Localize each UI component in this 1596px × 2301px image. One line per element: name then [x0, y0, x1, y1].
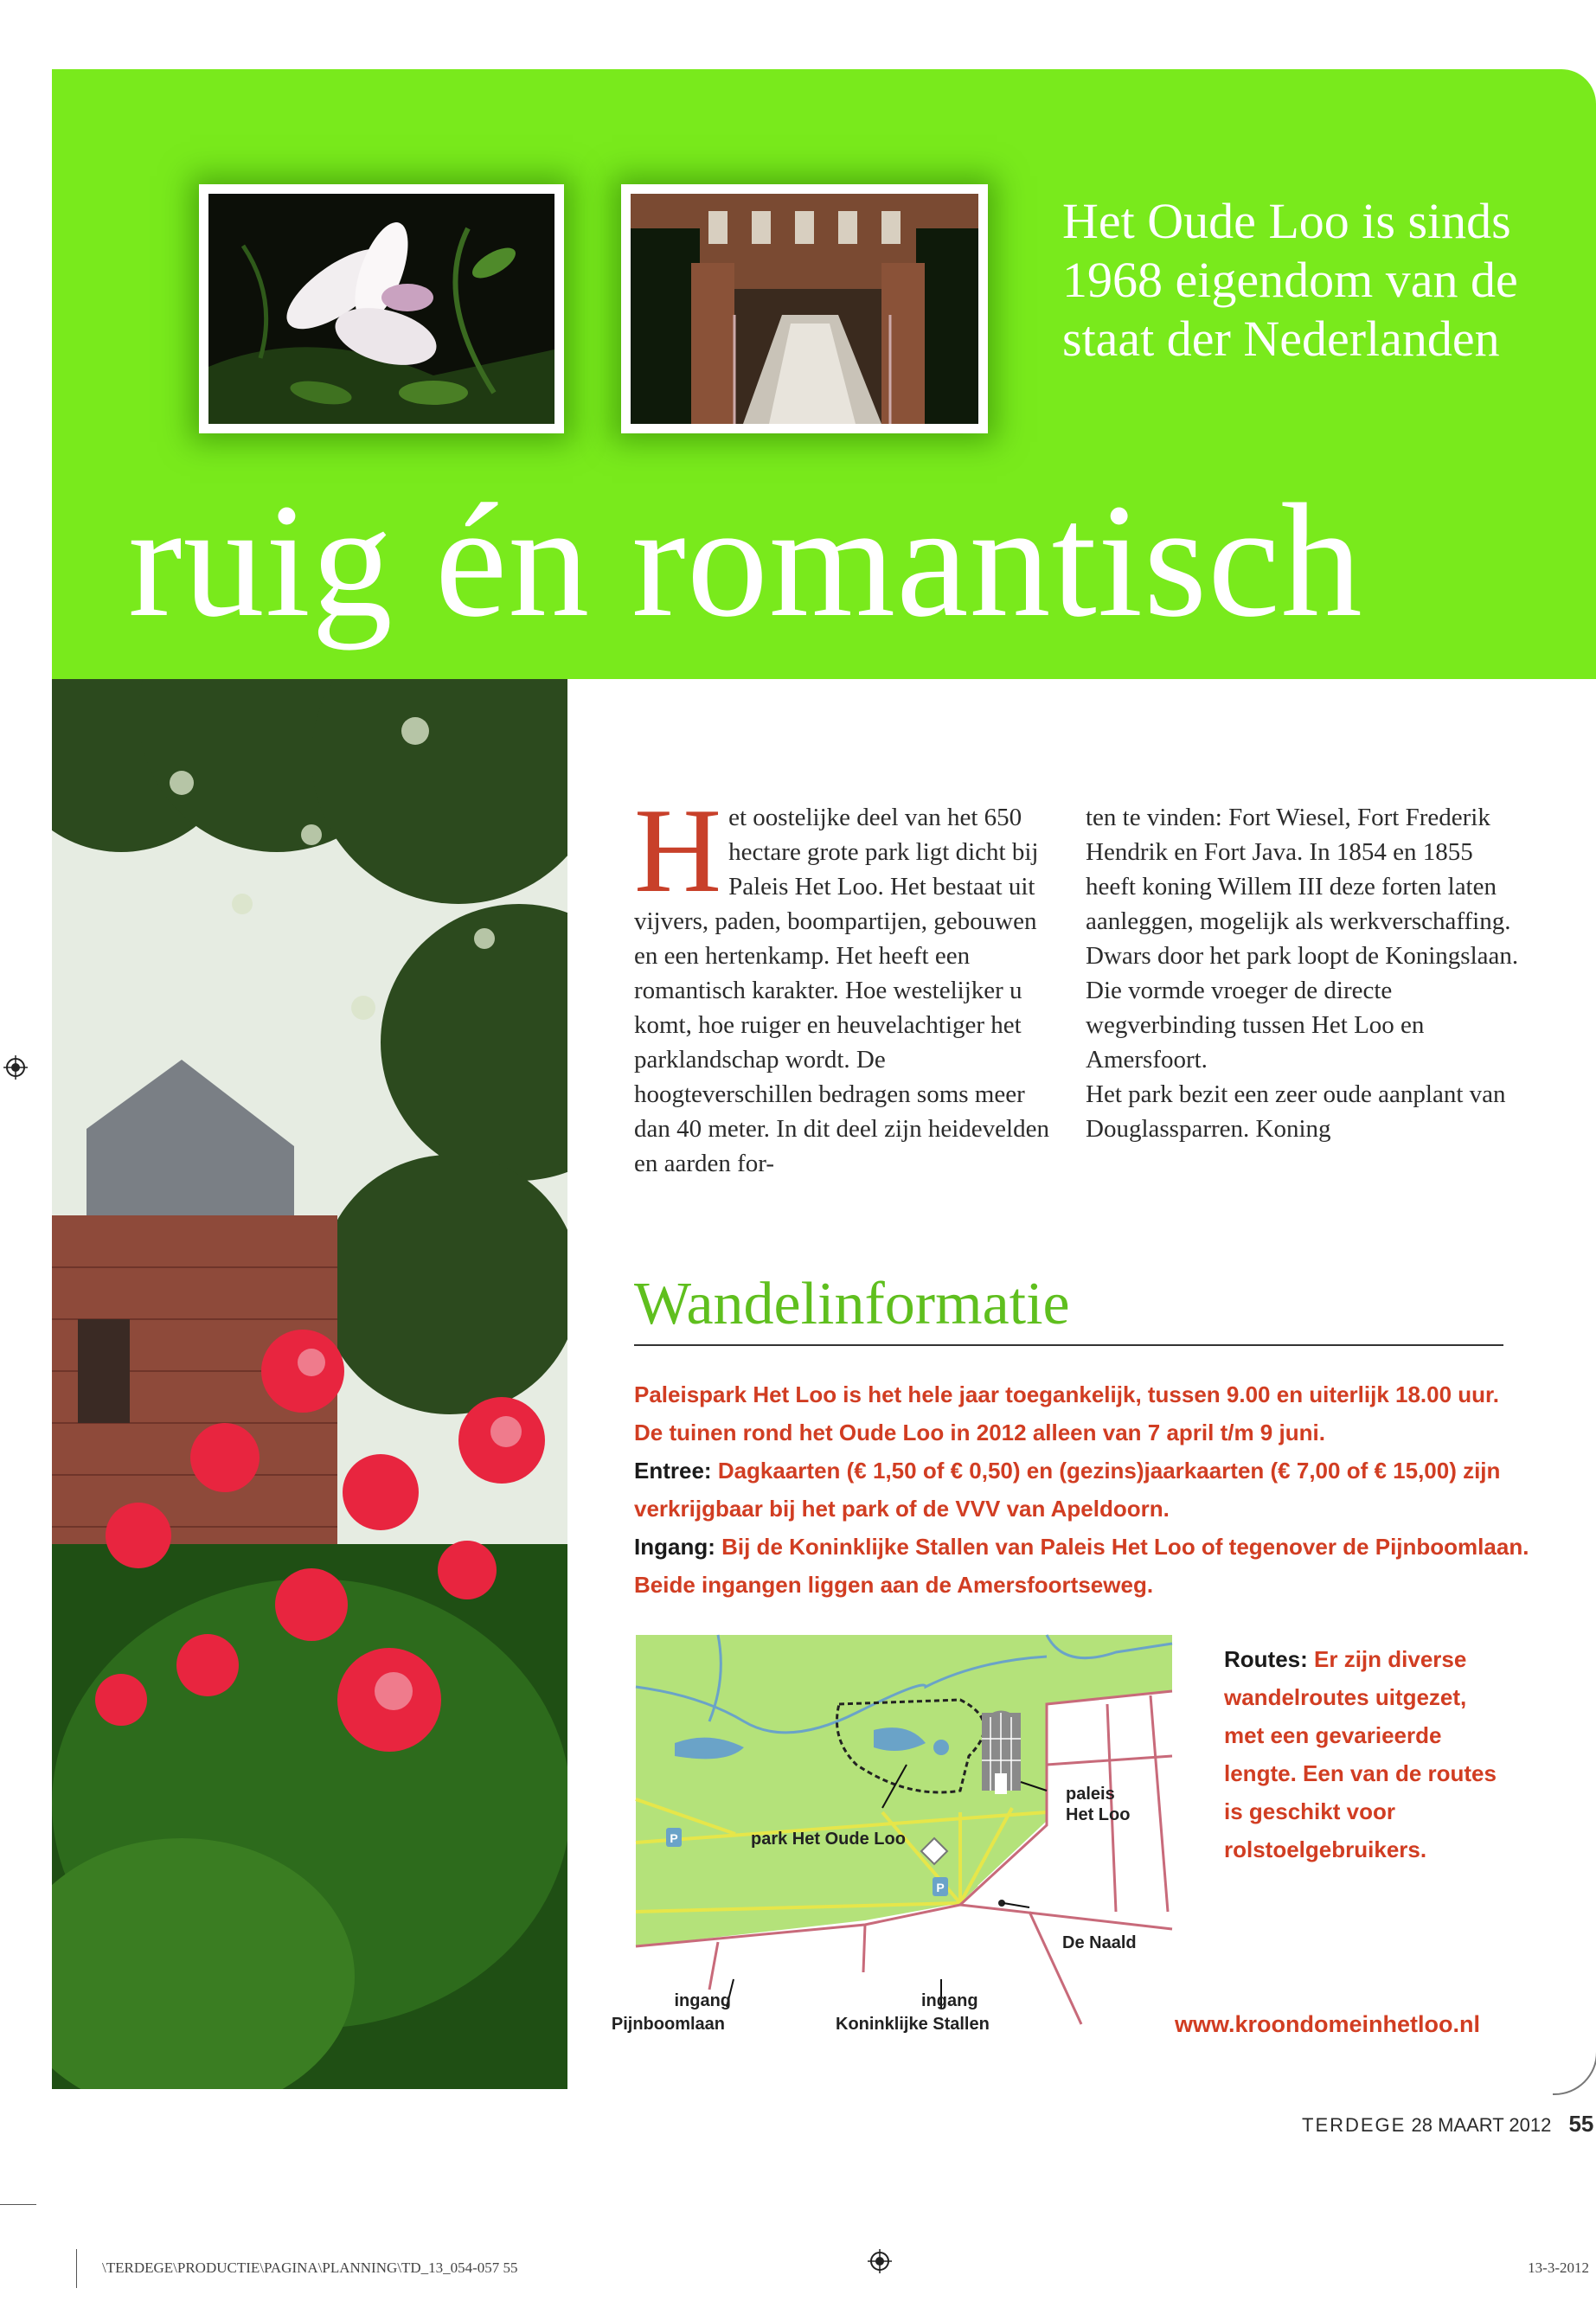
walking-info	[634, 1375, 1534, 1604]
header-subtitle: Het Oude Loo is sinds 1968 eigendom van de staat der Nederlanden	[1062, 193, 1518, 367]
body-paragraph: Dwars door het park loopt de Koningslaan. Die vormde vroeger de directe wegverbinding tussen Het Loo en Amersfoort.	[1086, 942, 1519, 1074]
entree-text: Dagkaarten (€ 1,50 of € 0,50) en (gezins)jaarkaarten (€ 7,00 of € 15,00) zijn verkrijgbaar bij het park of de VVV van Apeldoorn.	[634, 1458, 1501, 1522]
website-link[interactable]: www.kroondomeinhetloo.nl	[1175, 2011, 1480, 2037]
ingang-line	[634, 1528, 1534, 1604]
parking-marker-1: P	[670, 1831, 678, 1845]
map-label-ingang-1: ingang	[674, 1991, 731, 2010]
magnolia-photo	[199, 184, 564, 433]
routes-info	[1224, 1640, 1509, 1868]
body-column-1	[634, 784, 1056, 1181]
entree-label: Entree:	[634, 1458, 712, 1484]
ingang-label: Ingang:	[634, 1534, 715, 1560]
entree-line	[634, 1452, 1534, 1528]
map-label-het-loo: Het Loo	[1066, 1805, 1131, 1824]
parking-marker-2: P	[936, 1881, 945, 1894]
section-divider	[634, 1344, 1503, 1346]
palace-bridge-photo	[621, 184, 988, 433]
page-title: ruig én romantisch	[128, 470, 1363, 651]
park-map	[597, 1626, 1185, 2041]
map-label-paleis: paleis	[1066, 1785, 1115, 1804]
body-column-2	[1086, 800, 1527, 1146]
opening-hours: Paleispark Het Loo is het hele jaar toegankelijk, tussen 9.00 en uiterlijk 18.00 uur. De tuinen rond het Oude Loo in 2012 alleen van 7 april t/m 9 juni.	[634, 1381, 1499, 1445]
page-number: 55	[1568, 2111, 1594, 2137]
map-label-pijnboomlaan: Pijnboomlaan	[611, 2015, 725, 2034]
map-label-koninklijke-stallen: Koninklijke Stallen	[836, 2015, 990, 2034]
page-footer	[1302, 2111, 1593, 2138]
registration-mark-icon	[3, 1055, 28, 1080]
file-slug: \TERDEGE\PRODUCTIE\PAGINA\PLANNING\TD_13_054-057 55	[102, 2259, 518, 2276]
registration-mark-icon	[868, 2249, 892, 2273]
trim-mark	[76, 2249, 77, 2288]
garden-photo	[52, 679, 567, 2089]
body-paragraph: Het park bezit een zeer oude aanplant van Douglassparren. Koning	[1086, 1080, 1506, 1143]
body-paragraph: ten te vinden: Fort Wiesel, Fort Frederik Hendrik en Fort Java. In 1854 en 1855 heeft koning Willem III deze forten laten aanleggen, mogelijk als werkverschaffing.	[1086, 804, 1511, 935]
trim-mark	[0, 2204, 36, 2205]
section-title: Wandelinformatie	[634, 1271, 1070, 1337]
slug-date: 13-3-2012	[1528, 2259, 1589, 2276]
ingang-text: Bij de Koninklijke Stallen van Paleis Het Loo of tegenover de Pijnboomlaan. Beide ingangen liggen aan de Amersfoortseweg.	[634, 1534, 1529, 1598]
map-label-park: park Het Oude Loo	[751, 1830, 906, 1849]
body-text-1: et oostelijke deel van het 650 hectare grote park ligt dicht bij Paleis Het Loo. Het bestaat uit vijvers, paden, boompartijen, gebouwen en een hertenkamp. Het heeft een romantisch karakter. Hoe westelijker u komt, hoe ruiger en heuvelachtiger het parklandschap wordt. De hoogteverschillen bedragen soms meer dan 40 meter. In dit deel zijn heidevelden en aarden for-	[634, 804, 1049, 1177]
page-edge-curve	[1553, 2033, 1596, 2095]
routes-text: Er zijn diverse wandelroutes uitgezet, met een gevarieerde lengte. Een van de routes is geschikt voor rolstoelgebruikers.	[1224, 1646, 1497, 1862]
issue-date: 28 MAART 2012	[1411, 2114, 1552, 2136]
routes-label: Routes:	[1224, 1646, 1308, 1672]
map-label-naald: De Naald	[1062, 1933, 1137, 1952]
publication-name: TERDEGE	[1302, 2114, 1407, 2136]
map-label-ingang-2: ingang	[921, 1991, 978, 2010]
drop-cap: H	[634, 784, 722, 918]
